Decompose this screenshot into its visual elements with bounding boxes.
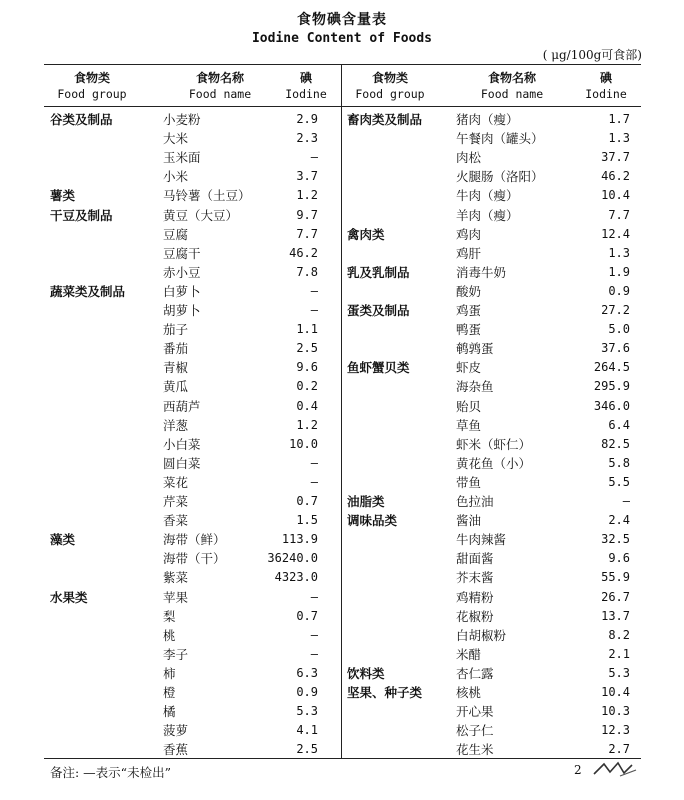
iodine-value-cell: 4323.0 <box>274 570 318 585</box>
table-row <box>0 301 684 320</box>
food-group-cell: 禽肉类 <box>347 226 385 242</box>
table-row <box>0 206 684 225</box>
food-name-cell: 黄花鱼（小） <box>456 455 532 471</box>
footer-note: 备注: —表示“未检出” <box>50 765 171 780</box>
iodine-value-cell: — <box>310 303 318 317</box>
food-name-cell: 肉松 <box>456 150 482 166</box>
table-top-rule <box>44 64 641 65</box>
table-row <box>0 473 684 492</box>
food-name-cell: 鸭蛋 <box>456 322 482 338</box>
food-group-cell: 谷类及制品 <box>50 112 113 127</box>
iodine-value-cell: 82.5 <box>601 436 630 451</box>
food-name-cell: 桃 <box>163 627 176 643</box>
food-name-cell: 梨 <box>163 608 176 624</box>
food-name-cell: 鸡肝 <box>456 245 482 261</box>
food-name-cell: 午餐肉（罐头） <box>456 131 544 147</box>
food-name-cell: 酸奶 <box>456 283 482 299</box>
food-name-cell: 小白菜 <box>163 436 201 452</box>
food-name-cell: 虾皮 <box>456 360 482 376</box>
food-name-cell: 牛肉辣酱 <box>456 532 507 548</box>
table-row <box>0 148 684 167</box>
header-iodine-zh: 碘 <box>599 71 612 85</box>
table-row <box>0 186 684 205</box>
iodine-value-cell: 46.2 <box>601 169 630 184</box>
food-name-cell: 大米 <box>163 131 189 147</box>
iodine-value-cell: 13.7 <box>601 608 630 623</box>
food-name-cell: 开心果 <box>456 704 494 720</box>
food-group-cell: 畜肉类及制品 <box>347 112 423 127</box>
food-name-cell: 鸡精粉 <box>456 589 494 605</box>
table-row <box>0 416 684 435</box>
table-row <box>0 358 684 377</box>
food-name-cell: 鸡肉 <box>456 226 482 242</box>
iodine-value-cell: 2.9 <box>296 112 318 126</box>
food-group-cell: 水果类 <box>50 589 88 605</box>
iodine-value-cell: 7.7 <box>608 207 630 222</box>
iodine-value-cell: 46.2 <box>289 245 318 260</box>
iodine-value-cell: 1.9 <box>608 264 630 279</box>
header-food-group-right <box>350 70 430 102</box>
table-row <box>0 167 684 186</box>
iodine-value-cell: 5.3 <box>296 704 318 719</box>
table-row <box>0 339 684 358</box>
iodine-value-cell: 2.5 <box>296 341 318 356</box>
food-name-cell: 西葫芦 <box>163 398 201 414</box>
iodine-value-cell: 1.2 <box>296 417 318 432</box>
iodine-value-cell: 37.7 <box>601 150 630 165</box>
iodine-value-cell: 6.4 <box>608 417 630 432</box>
food-name-cell: 草鱼 <box>456 417 482 433</box>
food-name-cell: 花椒粉 <box>456 608 494 624</box>
food-name-cell: 苹果 <box>163 589 189 605</box>
iodine-value-cell: 0.7 <box>296 494 318 508</box>
header-food-name-right <box>462 70 562 102</box>
header-group-zh: 食物类 <box>371 71 408 85</box>
table-row <box>0 129 684 148</box>
page-number: 2 <box>574 763 582 777</box>
iodine-value-cell: 5.8 <box>608 455 630 470</box>
food-group-cell: 薯类 <box>50 188 76 204</box>
food-name-cell: 菠萝 <box>163 723 189 739</box>
iodine-value-cell: 5.3 <box>608 665 630 680</box>
iodine-value-cell: 346.0 <box>593 398 630 413</box>
food-name-cell: 花生米 <box>456 742 494 758</box>
food-name-cell: 猪肉（瘦） <box>456 112 519 127</box>
header-iodine-right <box>576 70 636 102</box>
food-name-cell: 番茄 <box>163 341 189 357</box>
food-name-cell: 洋葱 <box>163 417 189 433</box>
food-name-cell: 橘 <box>163 704 176 720</box>
iodine-value-cell: 12.4 <box>601 226 630 241</box>
iodine-value-cell: 10.3 <box>601 704 630 719</box>
table-row <box>0 530 684 549</box>
iodine-value-cell: 7.7 <box>296 226 318 241</box>
iodine-value-cell: 0.4 <box>296 398 318 413</box>
page-corner-scribble <box>590 758 640 780</box>
table-row <box>0 511 684 530</box>
iodine-value-cell: 10.4 <box>601 188 630 203</box>
food-name-cell: 橙 <box>163 685 176 700</box>
table-row <box>0 454 684 473</box>
table-row <box>0 435 684 454</box>
iodine-value-cell: 4.1 <box>296 723 318 738</box>
header-name-zh: 食物名称 <box>487 71 536 85</box>
food-name-cell: 黄瓜 <box>163 379 189 395</box>
iodine-value-cell: 7.8 <box>296 264 318 279</box>
food-name-cell: 米醋 <box>456 646 482 662</box>
iodine-value-cell: — <box>310 627 318 642</box>
food-name-cell: 核桃 <box>456 685 482 700</box>
table-row <box>0 225 684 244</box>
food-group-cell: 饮料类 <box>347 665 385 681</box>
iodine-value-cell: — <box>310 455 318 470</box>
food-name-cell: 松子仁 <box>456 723 494 739</box>
iodine-value-cell: 6.3 <box>296 665 318 680</box>
header-name-en: Food name <box>188 87 252 101</box>
food-name-cell: 羊肉（瘦） <box>456 207 519 223</box>
iodine-value-cell: 295.9 <box>593 379 630 394</box>
food-name-cell: 火腿肠（洛阳） <box>456 169 544 185</box>
header-group-en: Food group <box>57 87 127 101</box>
iodine-value-cell: 1.3 <box>608 131 630 146</box>
iodine-value-cell: 5.0 <box>608 322 630 337</box>
food-name-cell: 黄豆（大豆） <box>163 207 239 223</box>
food-name-cell: 马铃薯（土豆） <box>163 188 251 204</box>
food-group-cell: 藻类 <box>50 532 76 548</box>
food-group-cell: 鱼虾蟹贝类 <box>347 360 410 376</box>
food-name-cell: 茄子 <box>163 322 189 338</box>
header-food-name-left <box>170 70 270 102</box>
table-row <box>0 568 684 587</box>
food-group-cell: 干豆及制品 <box>50 207 113 223</box>
unit-label: ( μg/100g可食部) <box>542 48 642 62</box>
food-name-cell: 牛肉（瘦） <box>456 188 519 204</box>
table-row <box>0 664 684 683</box>
iodine-value-cell: 1.5 <box>296 513 318 528</box>
iodine-value-cell: 5.5 <box>608 474 630 489</box>
food-group-cell: 油脂类 <box>347 494 385 509</box>
iodine-value-cell: 2.5 <box>296 742 318 757</box>
food-name-cell: 芥末酱 <box>456 570 494 586</box>
header-name-en: Food name <box>480 87 544 101</box>
food-group-cell: 坚果、种子类 <box>347 685 423 700</box>
iodine-value-cell: 26.7 <box>601 589 630 604</box>
iodine-value-cell: 0.2 <box>296 379 318 394</box>
table-row <box>0 588 684 607</box>
header-group-zh: 食物类 <box>73 71 110 85</box>
food-name-cell: 圆白菜 <box>163 455 201 471</box>
iodine-value-cell: 10.0 <box>289 436 318 451</box>
iodine-value-cell: — <box>310 283 318 298</box>
food-name-cell: 豆腐 <box>163 226 189 242</box>
food-name-cell: 白胡椒粉 <box>456 627 507 643</box>
table-row <box>0 263 684 282</box>
food-name-cell: 鹌鹑蛋 <box>456 341 494 357</box>
food-name-cell: 海杂鱼 <box>456 379 494 395</box>
table-row <box>0 626 684 645</box>
food-name-cell: 白萝卜 <box>163 283 201 299</box>
food-name-cell: 消毒牛奶 <box>456 264 507 280</box>
iodine-value-cell: 2.7 <box>608 742 630 757</box>
iodine-value-cell: 3.7 <box>296 169 318 184</box>
iodine-value-cell: 2.1 <box>608 646 630 661</box>
food-name-cell: 甜面酱 <box>456 551 494 567</box>
food-name-cell: 海带（鲜） <box>163 532 226 548</box>
table-row <box>0 397 684 416</box>
header-iodine-left <box>276 70 336 102</box>
food-name-cell: 杏仁露 <box>456 665 494 681</box>
iodine-value-cell: 1.2 <box>296 188 318 203</box>
food-group-cell: 蛋类及制品 <box>347 303 410 318</box>
food-name-cell: 海带（干） <box>163 551 226 567</box>
food-name-cell: 柿 <box>163 665 176 681</box>
page-title-en: Iodine Content of Foods <box>251 31 432 46</box>
header-iodine-en: Iodine <box>285 87 327 101</box>
food-name-cell: 青椒 <box>163 360 189 376</box>
food-name-cell: 赤小豆 <box>163 264 201 280</box>
iodine-value-cell: 10.4 <box>601 685 630 699</box>
table-row <box>0 645 684 664</box>
food-group-cell: 蔬菜类及制品 <box>50 283 126 299</box>
food-name-cell: 芹菜 <box>163 494 189 509</box>
food-name-cell: 小麦粉 <box>163 112 201 127</box>
iodine-value-cell: 9.6 <box>296 360 318 375</box>
food-name-cell: 紫菜 <box>163 570 189 586</box>
table-row <box>0 320 684 339</box>
table-row <box>0 549 684 568</box>
food-name-cell: 小米 <box>163 169 189 185</box>
header-iodine-en: Iodine <box>585 87 627 101</box>
table-row <box>0 377 684 396</box>
food-name-cell: 豆腐干 <box>163 245 201 261</box>
iodine-value-cell: 32.5 <box>601 532 630 547</box>
food-name-cell: 菜花 <box>163 474 189 490</box>
table-row <box>0 702 684 721</box>
iodine-value-cell: — <box>310 589 318 604</box>
page-title-zh: 食物碘含量表 <box>297 12 387 28</box>
iodine-value-cell: 2.3 <box>296 131 318 146</box>
iodine-value-cell: — <box>310 150 318 165</box>
food-group-cell: 调味品类 <box>347 513 398 529</box>
iodine-value-cell: 9.7 <box>296 207 318 222</box>
food-name-cell: 贻贝 <box>456 398 482 414</box>
table-row <box>0 110 684 129</box>
table-row <box>0 607 684 626</box>
header-iodine-zh: 碘 <box>299 71 312 85</box>
header-food-group-left <box>52 70 132 102</box>
iodine-value-cell: 1.3 <box>608 245 630 260</box>
food-name-cell: 鸡蛋 <box>456 303 482 318</box>
header-name-zh: 食物名称 <box>195 71 244 85</box>
food-name-cell: 酱油 <box>456 513 482 529</box>
food-name-cell: 带鱼 <box>456 474 482 490</box>
food-name-cell: 虾米（虾仁） <box>456 436 532 452</box>
iodine-value-cell: — <box>622 494 630 508</box>
header-group-en: Food group <box>355 87 425 101</box>
food-group-cell: 乳及乳制品 <box>347 264 410 280</box>
iodine-value-cell: 27.2 <box>601 303 630 317</box>
table-row <box>0 683 684 702</box>
food-name-cell: 香菜 <box>163 513 189 529</box>
iodine-value-cell: 55.9 <box>601 570 630 585</box>
table-header-rule <box>44 106 641 107</box>
iodine-value-cell: 1.7 <box>608 112 630 126</box>
food-name-cell: 李子 <box>163 646 189 662</box>
food-name-cell: 色拉油 <box>456 494 494 509</box>
iodine-value-cell: 0.7 <box>296 608 318 623</box>
table-row <box>0 721 684 740</box>
iodine-value-cell: 1.1 <box>296 322 318 337</box>
iodine-value-cell: 8.2 <box>608 627 630 642</box>
table-row <box>0 492 684 511</box>
food-name-cell: 胡萝卜 <box>163 303 201 318</box>
iodine-value-cell: 113.9 <box>281 532 318 547</box>
iodine-value-cell: 36240.0 <box>267 551 318 566</box>
table-row <box>0 740 684 759</box>
iodine-value-cell: — <box>310 474 318 489</box>
food-name-cell: 玉米面 <box>163 150 201 166</box>
iodine-value-cell: 0.9 <box>296 685 318 699</box>
iodine-value-cell: 2.4 <box>608 513 630 528</box>
table-row <box>0 244 684 263</box>
table-row <box>0 282 684 301</box>
iodine-value-cell: 37.6 <box>601 341 630 356</box>
iodine-value-cell: 264.5 <box>593 360 630 375</box>
food-name-cell: 香蕉 <box>163 742 189 758</box>
iodine-value-cell: 9.6 <box>608 551 630 566</box>
iodine-value-cell: — <box>310 646 318 661</box>
iodine-value-cell: 12.3 <box>601 723 630 738</box>
iodine-value-cell: 0.9 <box>608 283 630 298</box>
